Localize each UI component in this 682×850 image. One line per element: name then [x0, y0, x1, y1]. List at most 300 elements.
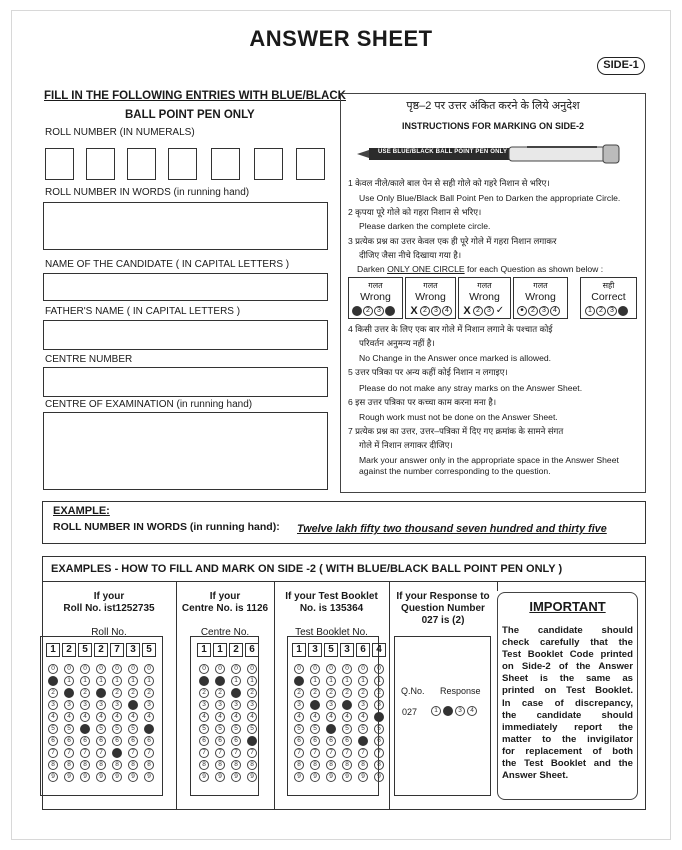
circle-icon: 3 — [374, 306, 384, 316]
centre-digit-cell: 2 — [229, 643, 243, 657]
centre-bubble[interactable]: 8 — [199, 760, 209, 770]
roll-bubble[interactable]: 8 — [64, 760, 74, 770]
roll-bubble[interactable]: 3 — [64, 700, 74, 710]
page-title: ANSWER SHEET — [249, 26, 433, 51]
roll-bubble[interactable]: 9 — [48, 772, 58, 782]
booklet-example-head1: If your Test Booklet — [285, 591, 378, 602]
roll-bubble[interactable]: 3 — [48, 700, 58, 710]
important-line: check carefully that the — [502, 637, 633, 649]
roll-digit-cell: 7 — [110, 643, 124, 657]
roll-words-label: ROLL NUMBER IN WORDS (in running hand) — [45, 187, 250, 198]
darken-instruction — [357, 264, 603, 275]
mark-english: Wrong — [469, 291, 500, 303]
qno-value: 027 — [402, 707, 418, 717]
roll-bubble[interactable]: 1 — [144, 676, 154, 686]
roll-bubble[interactable]: 5 — [64, 724, 74, 734]
pen-label: USE BLUE/BLACK BALL POINT PEN ONLY — [378, 149, 508, 155]
important-line: Sheet is the same as — [502, 673, 633, 685]
centre-bubble[interactable]: 6 — [199, 736, 209, 746]
centre-bubble[interactable]: 0 — [215, 664, 225, 674]
centre-bubble[interactable]: 5 — [231, 724, 241, 734]
mark-example-wrong-1 — [348, 277, 403, 319]
column-divider — [176, 581, 177, 810]
centre-bubble[interactable]: 2 — [215, 688, 225, 698]
instruction-line: दीजिए जैसा नीचे दिखाया गया है। — [359, 250, 462, 260]
father-name-field[interactable] — [43, 320, 328, 350]
booklet-bubble[interactable]: 8 — [342, 760, 352, 770]
centre-bubble[interactable]: 3 — [199, 700, 209, 710]
roll-bubble[interactable]: 3 — [96, 700, 106, 710]
centre-bubble[interactable]: 8 — [247, 760, 257, 770]
roll-bubble[interactable]: 6 — [96, 736, 106, 746]
booklet-bubble[interactable]: 9 — [358, 772, 368, 782]
centre-bubble[interactable]: 4 — [199, 712, 209, 722]
centre-bubble[interactable]: 4 — [215, 712, 225, 722]
booklet-bubble[interactable]: 6 — [342, 736, 352, 746]
roll-bubble[interactable]: 2 — [112, 688, 122, 698]
roll-bubble[interactable]: 3 — [144, 700, 154, 710]
booklet-bubble[interactable]: 2 — [294, 688, 304, 698]
circle-icon: 2 — [363, 306, 373, 316]
mark-english: Wrong — [415, 291, 446, 303]
booklet-bubble[interactable]: 1 — [374, 676, 384, 686]
centre-bubble[interactable]: 3 — [215, 700, 225, 710]
booklet-bubble[interactable]: 7 — [374, 748, 384, 758]
roll-bubble[interactable]: 0 — [48, 664, 58, 674]
circle-icon: 4 — [550, 306, 560, 316]
example-label: ROLL NUMBER IN WORDS (in running hand): — [53, 521, 280, 533]
booklet-bubble[interactable]: 4 — [326, 712, 336, 722]
column-divider — [274, 581, 275, 810]
roll-number-label: ROLL NUMBER (IN NUMERALS) — [45, 127, 195, 138]
roll-bubble[interactable]: 5 — [112, 724, 122, 734]
dot-mark-icon: • — [517, 306, 527, 316]
side-badge: SIDE-1 — [597, 57, 645, 75]
roll-bubble[interactable]: 4 — [144, 712, 154, 722]
darken-suffix: for each Question as shown below : — [464, 264, 604, 274]
roll-bubble[interactable]: 0 — [96, 664, 106, 674]
roll-bubble[interactable]: 5 — [96, 724, 106, 734]
response-option-bubble[interactable] — [443, 706, 453, 716]
roll-bubble[interactable]: 7 — [80, 748, 90, 758]
centre-number-field[interactable] — [43, 367, 328, 397]
booklet-bubble[interactable]: 2 — [358, 688, 368, 698]
roll-bubble[interactable] — [128, 700, 138, 710]
example-heading: EXAMPLE: — [53, 505, 110, 517]
centre-bubble[interactable]: 7 — [199, 748, 209, 758]
centre-example-head1: If your — [209, 591, 241, 602]
booklet-digit-cell: 4 — [372, 643, 386, 657]
instructions-hindi-title: पृष्ठ–2 पर उत्तर अंकित करने के लिये अनुदेश — [406, 100, 580, 112]
circle-icon: 3 — [539, 306, 549, 316]
instruction-line: 2 कृपया पूरे गोले को गहरा निशान से भरिए। — [348, 207, 482, 217]
centre-bubble[interactable]: 1 — [231, 676, 241, 686]
instruction-line: 5 उत्तर पत्रिका पर अन्य कहीं कोई निशान न लगाइए। — [348, 367, 508, 377]
roll-bubble[interactable]: 8 — [112, 760, 122, 770]
centre-bubble[interactable]: 5 — [247, 724, 257, 734]
booklet-bubble[interactable]: 2 — [310, 688, 320, 698]
booklet-bubble[interactable]: 6 — [310, 736, 320, 746]
booklet-bubble[interactable] — [294, 676, 304, 686]
roll-bubble[interactable]: 6 — [80, 736, 90, 746]
important-text — [502, 625, 633, 782]
roll-bubble[interactable]: 4 — [128, 712, 138, 722]
roll-bubble[interactable]: 5 — [48, 724, 58, 734]
roll-bubble[interactable]: 7 — [96, 748, 106, 758]
roll-bubble[interactable]: 7 — [64, 748, 74, 758]
centre-bubble[interactable]: 0 — [247, 664, 257, 674]
roll-bubble[interactable]: 6 — [128, 736, 138, 746]
roll-bubble[interactable]: 4 — [80, 712, 90, 722]
centre-bubble[interactable]: 3 — [231, 700, 241, 710]
roll-bubble[interactable]: 4 — [96, 712, 106, 722]
booklet-bubble[interactable]: 1 — [342, 676, 352, 686]
roll-bubble[interactable]: 6 — [144, 736, 154, 746]
important-line: printed on Test Booklet. — [502, 685, 633, 697]
booklet-bubble[interactable]: 9 — [374, 772, 384, 782]
centre-bubble[interactable]: 8 — [231, 760, 241, 770]
instructions-title: INSTRUCTIONS FOR MARKING ON SIDE-2 — [401, 121, 584, 131]
centre-bubble[interactable]: 2 — [199, 688, 209, 698]
roll-digit-cell: 2 — [62, 643, 76, 657]
booklet-bubble[interactable]: 6 — [374, 736, 384, 746]
booklet-bubble[interactable]: 6 — [294, 736, 304, 746]
roll-bubble[interactable] — [80, 724, 90, 734]
booklet-bubble[interactable]: 8 — [294, 760, 304, 770]
circle-icon: 2 — [473, 306, 483, 316]
roll-bubble[interactable]: 7 — [48, 748, 58, 758]
booklet-bubble[interactable]: 7 — [294, 748, 304, 758]
important-line: immediately report the — [502, 721, 633, 733]
booklet-bubble[interactable]: 0 — [326, 664, 336, 674]
filled-circle-icon — [352, 306, 362, 316]
centre-bubble[interactable]: 0 — [231, 664, 241, 674]
booklet-grid-caption: Test Booklet No. — [295, 627, 368, 638]
booklet-bubble[interactable]: 5 — [310, 724, 320, 734]
booklet-bubble[interactable]: 1 — [326, 676, 336, 686]
booklet-bubble[interactable]: 9 — [326, 772, 336, 782]
centre-bubble[interactable]: 9 — [199, 772, 209, 782]
roll-digit-box-4[interactable] — [168, 148, 197, 180]
roll-bubble[interactable]: 6 — [112, 736, 122, 746]
booklet-bubble[interactable]: 3 — [294, 700, 304, 710]
darken-prefix: Darken — [357, 264, 388, 274]
booklet-bubble[interactable]: 5 — [294, 724, 304, 734]
roll-bubble[interactable]: 1 — [80, 676, 90, 686]
response-option-bubble[interactable]: 4 — [467, 706, 477, 716]
booklet-bubble[interactable]: 6 — [326, 736, 336, 746]
booklet-bubble[interactable]: 8 — [358, 760, 368, 770]
important-line: Answer Sheet. — [502, 770, 569, 782]
roll-bubble[interactable]: 1 — [64, 676, 74, 686]
centre-bubble[interactable] — [199, 676, 209, 686]
roll-bubble[interactable]: 0 — [144, 664, 154, 674]
booklet-digit-cell: 3 — [308, 643, 322, 657]
roll-bubble[interactable]: 8 — [144, 760, 154, 770]
booklet-bubble[interactable]: 0 — [310, 664, 320, 674]
filled-circle-icon — [618, 306, 628, 316]
centre-bubble[interactable]: 7 — [215, 748, 225, 758]
roll-bubble[interactable]: 9 — [64, 772, 74, 782]
roll-bubble[interactable]: 0 — [64, 664, 74, 674]
roll-bubble[interactable]: 5 — [128, 724, 138, 734]
instruction-line: Please do not make any stray marks on the Answer Sheet. — [359, 383, 583, 393]
booklet-digit-cell: 1 — [292, 643, 306, 657]
roll-bubble[interactable]: 9 — [128, 772, 138, 782]
instruction-line: परिवर्तन अनुमन्य नहीं है। — [359, 338, 435, 348]
centre-digit-cell: 1 — [213, 643, 227, 657]
centre-bubble[interactable]: 1 — [247, 676, 257, 686]
fill-heading-line2: BALL POINT PEN ONLY — [125, 109, 255, 121]
qno-label: Q.No. — [401, 686, 425, 696]
roll-bubble[interactable]: 1 — [112, 676, 122, 686]
instruction-line: against the number corresponding to the question. — [359, 466, 551, 476]
roll-bubble[interactable]: 4 — [112, 712, 122, 722]
response-option-bubble[interactable]: 1 — [431, 706, 441, 716]
centre-bubble[interactable]: 9 — [231, 772, 241, 782]
roll-bubble[interactable]: 9 — [112, 772, 122, 782]
instruction-line: Please darken the complete circle. — [359, 221, 491, 231]
tick-mark-icon: ✓ — [495, 305, 505, 316]
centre-bubble[interactable]: 3 — [247, 700, 257, 710]
roll-bubble[interactable]: 2 — [80, 688, 90, 698]
booklet-bubble[interactable]: 0 — [294, 664, 304, 674]
roll-digit-box-3[interactable] — [127, 148, 156, 180]
booklet-bubble[interactable]: 3 — [358, 700, 368, 710]
roll-digit-cell: 5 — [78, 643, 92, 657]
roll-bubble[interactable]: 8 — [96, 760, 106, 770]
roll-bubble[interactable] — [64, 688, 74, 698]
roll-example-head2: Roll No. ist1252735 — [63, 603, 155, 614]
booklet-bubble[interactable]: 8 — [310, 760, 320, 770]
candidate-name-label: NAME OF THE CANDIDATE ( IN CAPITAL LETTERS ) — [45, 259, 290, 270]
important-line: the candidate should — [502, 709, 633, 721]
roll-digit-box-2[interactable] — [86, 148, 115, 180]
mark-example-wrong-2 — [405, 277, 456, 319]
important-line: the Test Booklet and the — [502, 758, 633, 770]
cross-mark-icon: X — [410, 305, 418, 317]
booklet-bubble[interactable]: 3 — [374, 700, 384, 710]
column-divider — [497, 581, 498, 591]
centre-bubble[interactable] — [247, 736, 257, 746]
booklet-bubble[interactable]: 5 — [342, 724, 352, 734]
mark-example-wrong-3 — [458, 277, 511, 319]
roll-bubble[interactable] — [112, 748, 122, 758]
instruction-line: 6 इस उत्तर पत्रिका पर कच्चा काम करना मना है। — [348, 397, 497, 407]
booklet-bubble[interactable]: 7 — [342, 748, 352, 758]
important-line: In case of discrepancy, — [502, 697, 633, 709]
centre-exam-field[interactable] — [43, 412, 328, 490]
instruction-line: Rough work must not be done on the Answer Sheet. — [359, 412, 558, 422]
roll-bubble[interactable]: 6 — [64, 736, 74, 746]
centre-bubble[interactable]: 5 — [215, 724, 225, 734]
roll-bubble[interactable]: 7 — [144, 748, 154, 758]
important-line: matter to the invigilator — [502, 733, 633, 745]
roll-bubble[interactable]: 1 — [128, 676, 138, 686]
darken-underlined: ONLY ONE CIRCLE — [387, 264, 465, 274]
centre-bubble[interactable]: 9 — [247, 772, 257, 782]
filled-circle-icon — [385, 306, 395, 316]
roll-bubble[interactable]: 0 — [112, 664, 122, 674]
examples-heading: EXAMPLES - HOW TO FILL AND MARK ON SIDE -2 ( WITH BLUE/BLACK BALL POINT PEN ONLY ) — [51, 563, 563, 575]
booklet-bubble[interactable]: 4 — [294, 712, 304, 722]
centre-bubble[interactable]: 2 — [247, 688, 257, 698]
centre-example-head2: Centre No. is 1126 — [181, 603, 269, 614]
roll-bubble[interactable]: 3 — [112, 700, 122, 710]
candidate-name-field[interactable] — [43, 273, 328, 301]
roll-bubble[interactable]: 2 — [48, 688, 58, 698]
roll-bubble[interactable]: 9 — [80, 772, 90, 782]
booklet-bubble[interactable]: 2 — [342, 688, 352, 698]
booklet-bubble[interactable]: 0 — [342, 664, 352, 674]
fill-heading-line1: FILL IN THE FOLLOWING ENTRIES WITH BLUE/BLACK — [44, 90, 346, 102]
response-option-bubble[interactable]: 3 — [455, 706, 465, 716]
booklet-bubble[interactable]: 3 — [326, 700, 336, 710]
circle-icon: 3 — [431, 306, 441, 316]
booklet-bubble[interactable]: 7 — [326, 748, 336, 758]
booklet-bubble[interactable]: 8 — [326, 760, 336, 770]
roll-digit-box-5[interactable] — [211, 148, 240, 180]
mark-hindi: सही — [602, 281, 615, 290]
important-line: on Side-2 of the Answer — [502, 661, 633, 673]
centre-bubble[interactable]: 0 — [199, 664, 209, 674]
cross-mark-icon: X — [463, 305, 471, 317]
booklet-bubble[interactable] — [310, 700, 320, 710]
roll-bubble[interactable] — [96, 688, 106, 698]
booklet-bubble[interactable] — [374, 712, 384, 722]
circle-icon: 3 — [607, 306, 617, 316]
centre-bubble[interactable]: 6 — [215, 736, 225, 746]
roll-bubble[interactable]: 7 — [128, 748, 138, 758]
circle-icon: 2 — [596, 306, 606, 316]
booklet-bubble[interactable]: 4 — [358, 712, 368, 722]
mark-hindi: गलत — [477, 281, 492, 290]
booklet-bubble[interactable]: 0 — [374, 664, 384, 674]
instruction-line: गोले में निशान लगाकर दीजिए। — [359, 440, 453, 450]
roll-example-head1: If your — [93, 591, 125, 602]
roll-digit-cell: 1 — [46, 643, 60, 657]
centre-bubble[interactable]: 4 — [247, 712, 257, 722]
booklet-example-head2: No. is 135364 — [299, 603, 364, 614]
centre-bubble[interactable] — [215, 676, 225, 686]
centre-bubble[interactable]: 7 — [231, 748, 241, 758]
booklet-bubble[interactable]: 4 — [310, 712, 320, 722]
booklet-bubble[interactable]: 4 — [342, 712, 352, 722]
roll-bubble[interactable]: 4 — [64, 712, 74, 722]
roll-bubble[interactable]: 8 — [80, 760, 90, 770]
booklet-bubble[interactable]: 9 — [310, 772, 320, 782]
booklet-bubble[interactable]: 2 — [374, 688, 384, 698]
booklet-digit-cell: 6 — [356, 643, 370, 657]
roll-bubble[interactable]: 3 — [80, 700, 90, 710]
instruction-line: 1 केवल नीले/काले बाल पेन से सही गोले को गहरे निशान से भरिए। — [348, 178, 550, 188]
centre-digit-cell: 6 — [245, 643, 259, 657]
circle-icon: 2 — [528, 306, 538, 316]
centre-digit-cell: 1 — [197, 643, 211, 657]
booklet-bubble[interactable]: 9 — [342, 772, 352, 782]
roll-bubble[interactable]: 9 — [96, 772, 106, 782]
instruction-line: Use Only Blue/Black Ball Point Pen to Darken the appropriate Circle. — [359, 193, 621, 203]
centre-bubble[interactable]: 7 — [247, 748, 257, 758]
booklet-bubble[interactable]: 8 — [374, 760, 384, 770]
response-bubbles — [431, 706, 491, 718]
example-value: Twelve lakh fifty two thousand seven hundred and thirty five — [297, 523, 607, 535]
roll-bubble[interactable]: 6 — [48, 736, 58, 746]
circle-icon: 1 — [585, 306, 595, 316]
roll-digit-cell: 5 — [142, 643, 156, 657]
roll-bubble[interactable]: 1 — [96, 676, 106, 686]
roll-bubble[interactable]: 2 — [128, 688, 138, 698]
booklet-bubble[interactable]: 9 — [294, 772, 304, 782]
mark-english: Wrong — [525, 291, 556, 303]
booklet-digit-cell: 5 — [324, 643, 338, 657]
important-line: The candidate should — [502, 625, 633, 636]
booklet-bubble[interactable]: 1 — [310, 676, 320, 686]
booklet-bubble[interactable]: 5 — [358, 724, 368, 734]
mark-english: Correct — [591, 291, 626, 303]
roll-bubble[interactable]: 4 — [48, 712, 58, 722]
roll-digit-cell: 2 — [94, 643, 108, 657]
centre-bubble[interactable]: 4 — [231, 712, 241, 722]
roll-bubble[interactable] — [144, 724, 154, 734]
booklet-bubble[interactable] — [326, 724, 336, 734]
circle-icon: 4 — [442, 306, 452, 316]
father-name-label: FATHER'S NAME ( IN CAPITAL LETTERS ) — [45, 306, 241, 317]
roll-bubble[interactable]: 0 — [128, 664, 138, 674]
circle-icon: 3 — [484, 306, 494, 316]
booklet-digit-cell: 3 — [340, 643, 354, 657]
important-line: for replacement of both — [502, 745, 633, 757]
roll-bubble[interactable]: 0 — [80, 664, 90, 674]
booklet-bubble[interactable]: 7 — [310, 748, 320, 758]
instruction-line: 7 प्रत्येक प्रश्न का उत्तर, उत्तर–पत्रिका में दिए गए क्रमांक के सामने संगत — [348, 426, 564, 436]
centre-bubble[interactable]: 6 — [231, 736, 241, 746]
booklet-bubble[interactable]: 1 — [358, 676, 368, 686]
centre-bubble[interactable]: 9 — [215, 772, 225, 782]
roll-bubble[interactable] — [48, 676, 58, 686]
instruction-line: 3 प्रत्येक प्रश्न का उत्तर केवल एक ही पूरे गोले में गहरा निशान लगाकर — [348, 236, 557, 246]
roll-bubble[interactable]: 9 — [144, 772, 154, 782]
roll-digit-box-7[interactable] — [296, 148, 325, 180]
centre-bubble[interactable]: 5 — [199, 724, 209, 734]
mark-hindi: गलत — [533, 281, 548, 290]
booklet-bubble[interactable]: 2 — [326, 688, 336, 698]
roll-words-field[interactable] — [43, 202, 328, 250]
booklet-bubble[interactable] — [358, 736, 368, 746]
circle-icon: 2 — [420, 306, 430, 316]
mark-example-wrong-4 — [513, 277, 568, 319]
booklet-bubble[interactable]: 5 — [374, 724, 384, 734]
roll-digit-box-6[interactable] — [254, 148, 283, 180]
centre-number-label: CENTRE NUMBER — [45, 354, 133, 365]
centre-bubble[interactable] — [231, 688, 241, 698]
booklet-bubble[interactable] — [342, 700, 352, 710]
important-line: Test Booklet Code printed — [502, 649, 633, 661]
roll-bubble[interactable]: 2 — [144, 688, 154, 698]
response-example-head1: If your Response to — [396, 591, 490, 602]
centre-bubble[interactable]: 8 — [215, 760, 225, 770]
roll-bubble[interactable]: 8 — [48, 760, 58, 770]
booklet-bubble[interactable]: 7 — [358, 748, 368, 758]
roll-digit-box-1[interactable] — [45, 148, 74, 180]
booklet-bubble[interactable]: 0 — [358, 664, 368, 674]
roll-digit-cell: 3 — [126, 643, 140, 657]
response-example-head3: 027 is (2) — [421, 615, 465, 626]
mark-example-correct — [580, 277, 637, 319]
instruction-line: 4 किसी उत्तर के लिए एक बार गोले में निशान लगाने के पश्चात कोई — [348, 324, 553, 334]
roll-bubble[interactable]: 8 — [128, 760, 138, 770]
response-label: Response — [440, 686, 481, 696]
